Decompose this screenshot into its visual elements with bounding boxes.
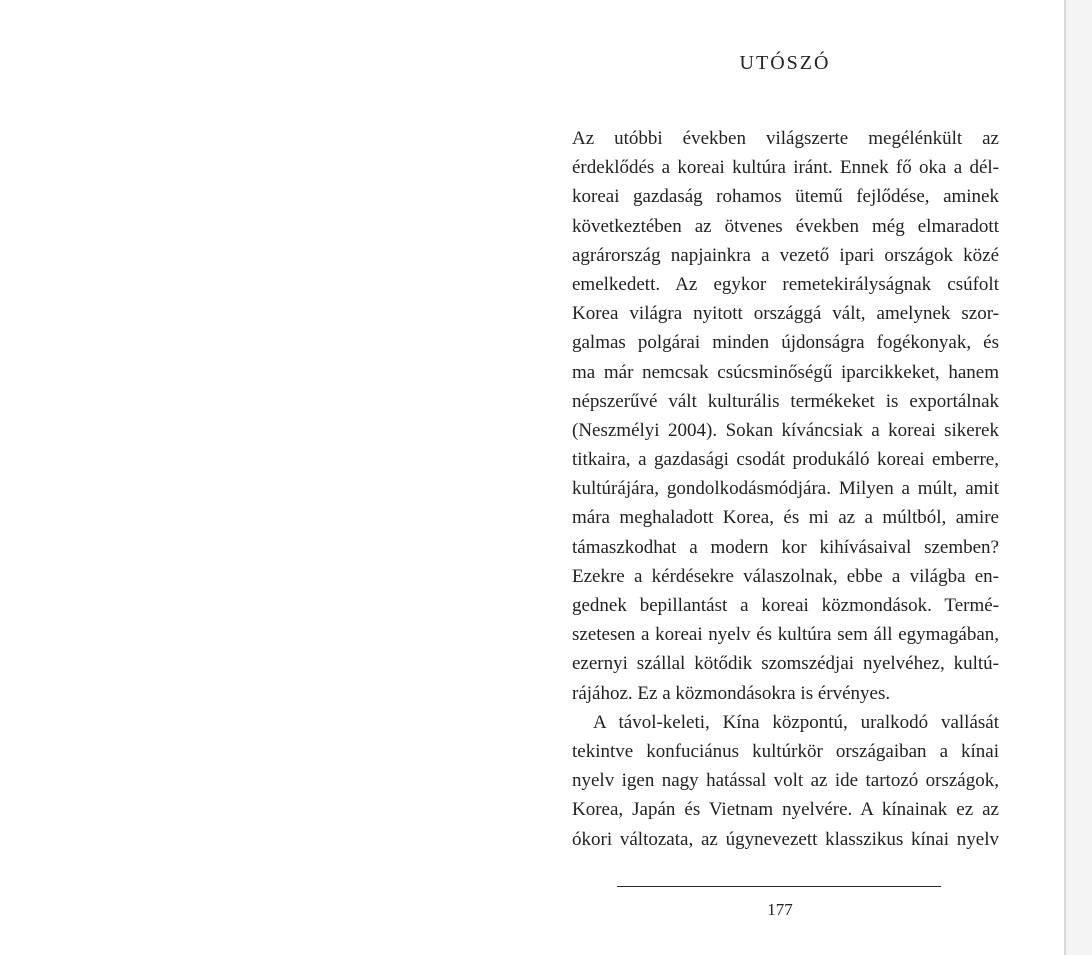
text-line: népszerűvé vált kulturális termékeket is exportálnak [572,390,999,412]
body-text [572,124,999,854]
text-line: ma már nemcsak csúcsminőségű iparcikkeket, hanem [572,361,999,383]
text-line: kultúrájára, gondolkodásmódjára. Milyen a múlt, amit [572,478,999,500]
text-line: érdeklődés a koreai kultúra iránt. Ennek fő oka a dél- [572,157,999,179]
text-line: ezernyi szállal kötődik szomszédjai nyelvéhez, kultú- [572,653,999,675]
text-line: emelkedett. Az egykor remetekirályságnak csúfolt [572,273,999,295]
text-line: Ezekre a kérdésekre válaszolnak, ebbe a világba en- [572,565,999,587]
text-line: Az utóbbi években világszerte megélénkült az [572,128,999,149]
text-line: támaszkodhat a modern kor kihívásaival szemben? [572,536,999,558]
facing-page-edge [1066,0,1092,955]
text-line: koreai gazdaság rohamos ütemű fejlődése, aminek [572,186,999,208]
text-line: galmas polgárai minden újdonságra fogékonyak, és [572,332,999,354]
text-line: agrárország napjainkra a vezető ipari országok közé [572,244,999,266]
text-line: következtében az ötvenes években még elmaradott [572,215,999,237]
footer-rule [617,886,941,887]
text-line: nyelv igen nagy hatással volt az ide tartozó országok, [572,770,999,792]
text-line: Korea, Japán és Vietnam nyelvére. A kínainak ez az [572,799,999,821]
chapter-title: UTÓSZÓ [739,52,831,74]
text-line: gednek bepillantást a koreai közmondások. Termé- [572,595,999,616]
text-line: A távol-keleti, Kína központú, uralkodó vallását [593,711,999,733]
page-number: 177 [767,900,793,919]
text-line: mára meghaladott Korea, és mi az a múltból, amire [572,507,999,529]
text-line: (Neszmélyi 2004). Sokan kíváncsiak a koreai sikerek [572,419,999,441]
text-line: tekintve konfuciánus kultúrkör országaiban a kínai [572,740,999,762]
text-line: titkaira, a gazdasági csodát produkáló koreai emberre, [572,449,999,471]
text-line: rájához. Ez a közmondásokra is érvényes. [572,682,891,704]
text-line: ókori változata, az úgynevezett klasszikus kínai nyelv [572,828,999,850]
text-line: Korea világra nyitott országgá vált, amelynek szor- [572,303,999,325]
text-line: szetesen a koreai nyelv és kultúra sem áll egymagában, [572,624,999,646]
